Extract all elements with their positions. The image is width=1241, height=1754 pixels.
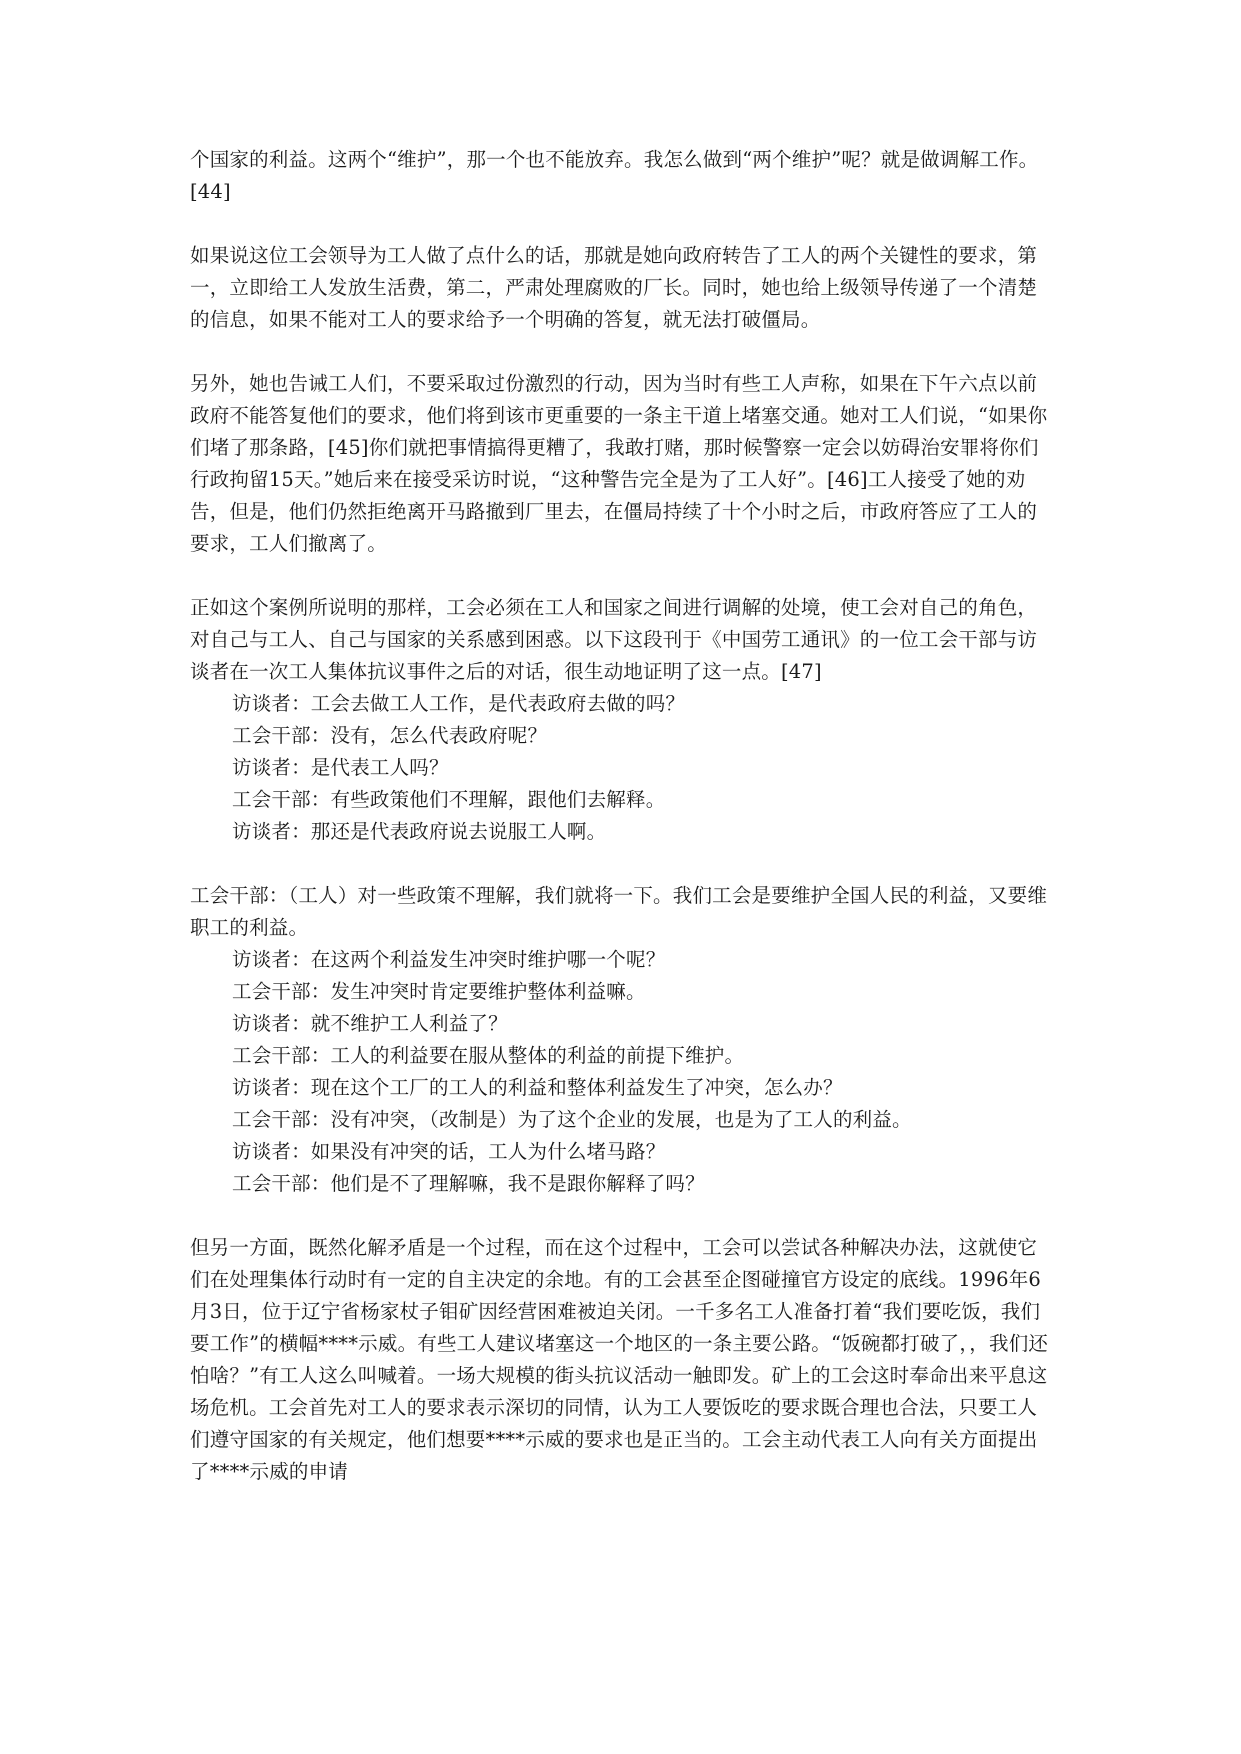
paragraph-2: 如果说这位工会领导为工人做了点什么的话，那就是她向政府转告了工人的两个关键性的要求，第一，立即给工人发放生活费，第二，严肃处理腐败的厂长。同时，她也给上级领导传递了一个清楚的信息，如果不能对工人的要求给予一个明确的答复，就无法打破僵局。 [190,244,1038,331]
dialogue-line: 访谈者：就不维护工人利益了？ [232,1012,508,1035]
document-page [190,144,1052,1488]
dialogue-line: 工会干部：没有冲突，（改制是）为了这个企业的发展，也是为了工人的利益。 [232,1108,912,1131]
paragraph-4: 正如这个案例所说明的那样，工会必须在工人和国家之间进行调解的处境，使工会对自己的角色，对自己与工人、自己与国家的关系感到困惑。以下这段刊于《中国劳工通讯》的一位工会干部与访谈者在一次工人集体抗议事件之后的对话，很生动地证明了这一点。[47] [190,596,1038,683]
dialogue-line: 访谈者：在这两个利益发生冲突时维护哪一个呢？ [232,948,666,971]
dialogue-line: 访谈者：现在这个工厂的工人的利益和整体利益发生了冲突，怎么办？ [232,1076,843,1099]
paragraph-gap [190,848,1052,880]
dialogue-line: 访谈者：那还是代表政府说去说服工人啊。 [232,820,607,843]
dialogue-block-1 [190,688,1052,848]
dialogue-line: 访谈者：工会去做工人工作，是代表政府去做的吗？ [232,692,686,715]
paragraph-6: 但另一方面，既然化解矛盾是一个过程，而在这个过程中，工会可以尝试各种解决办法，这就使它们在处理集体行动时有一定的自主决定的余地。有的工会甚至企图碰撞官方设定的底线。1996年6月3日，位于辽宁省杨家杖子钼矿因经营困难被迫关闭。一千多名工人准备打着“我们要吃饭，我们要工作”的横幅****示威。有些工人建议堵塞这一个地区的一条主要公路。“饭碗都打破了，，我们还怕啥？”有工人这么叫喊着。一场大规模的街头抗议活动一触即发。矿上的工会这时奉命出来平息这场危机。工会首先对工人的要求表示深切的同情，认为工人要饭吃的要求既合理也合法，只要工人们遵守国家的有关规定，他们想要****示威的要求也是正当的。工会主动代表工人向有关方面提出了****示威的申请 [190,1236,1049,1483]
paragraph-gap [190,336,1052,368]
dialogue-line: 工会干部：他们是不了理解嘛，我不是跟你解释了吗？ [232,1172,705,1195]
dialogue-block-2 [190,944,1052,1200]
paragraph-3: 另外，她也告诫工人们，不要采取过份激烈的行动，因为当时有些工人声称，如果在下午六点以前政府不能答复他们的要求，他们将到该市更重要的一条主干道上堵塞交通。她对工人们说，“如果你们堵了那条路，[45]你们就把事情搞得更糟了，我敢打赌，那时候警察一定会以妨碍治安罪将你们行政拘留15天。”她后来在接受采访时说，“这种警告完全是为了工人好”。[46]工人接受了她的劝告，但是，他们仍然拒绝离开马路撤到厂里去，在僵局持续了十个小时之后，市政府答应了工人的要求，工人们撤离了。 [190,372,1048,555]
paragraph-1: 个国家的利益。这两个“维护”，那一个也不能放弃。我怎么做到“两个维护”呢？就是做调解工作。[44] [190,148,1039,203]
dialogue-line: 访谈者：如果没有冲突的话，工人为什么堵马路？ [232,1140,666,1163]
dialogue-line: 工会干部：发生冲突时肯定要维护整体利益嘛。 [232,980,646,1003]
dialogue-line: 工会干部：工人的利益要在服从整体的利益的前提下维护。 [232,1044,745,1067]
paragraph-5: 工会干部：（工人）对一些政策不理解，我们就将一下。我们工会是要维护全国人民的利益，又要维职工的利益。 [190,884,1048,939]
dialogue-line: 访谈者：是代表工人吗？ [232,756,449,779]
dialogue-line: 工会干部：有些政策他们不理解，跟他们去解释。 [232,788,666,811]
dialogue-line: 工会干部：没有，怎么代表政府呢？ [232,724,548,747]
paragraph-gap [190,560,1052,592]
paragraph-gap [190,1200,1052,1232]
paragraph-gap [190,208,1052,240]
